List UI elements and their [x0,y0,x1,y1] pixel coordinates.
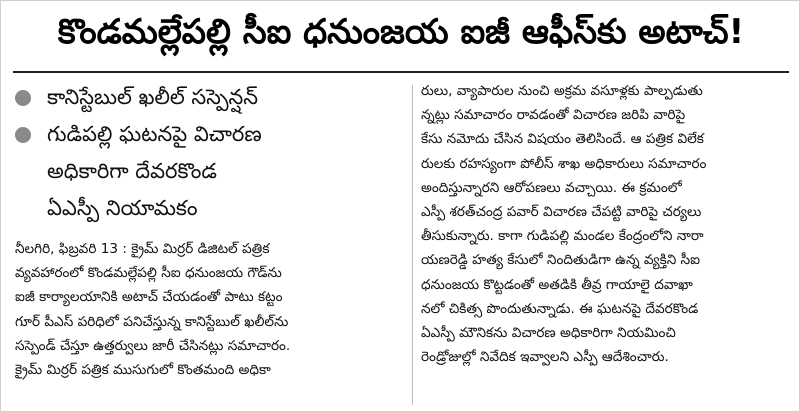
bullet-icon [15,90,31,106]
headline-rule [13,71,789,73]
body-line: నలో చికిత్స పొందుతున్నాడు. ఈ ఘటనపై దేవరకొండ [421,300,699,317]
body-line: ఏఎస్పీ మౌనికను విచారణ అధికారిగా నియమించి [421,325,676,342]
subhead-1 [15,79,405,116]
body-line: కేసు నమోదు చేసిన విషయం తెలిసిందే. ఆ పత్రిక విలేక [421,131,704,148]
subhead-line: ఏఎస్పీ నియామకం [47,196,198,220]
body-line: వ్యవహారంలో కొండమల్లేపల్లి సీఐ ధనుంజయ గౌడ్‌ను [15,265,282,282]
subhead-line: గుడిపల్లి ఘటనపై విచారణ [47,122,262,146]
headline: కొండమల్లేపల్లి సీఐ ధనుంజయ ఐజీ ఆఫీస్‌కు అటాచ్! [57,12,745,52]
body-line: ఐజీ కార్యాలయానికి అటాచ్ చేయడంతో పాటు కట్టం [15,289,283,306]
body-line: ధనుంజయ కొట్టడంతో అతడికి తీవ్ర గాయాలై దవాఖా [421,276,693,293]
body-line: రులకు రహస్యంగా పోలీస్ శాఖ అధికారులు సమాచారం [421,155,707,172]
subhead-line: అధికారిగా దేవరకొండ [47,159,217,183]
body-line: నీలగిరి, ఫిబ్రవరి 13 : క్రైమ్ మిర్రర్ డిజిటల్ పత్రిక [15,241,270,257]
subhead-line: కానిస్టేబుల్ ఖలీల్ సస్పెన్షన్ [47,85,259,109]
article-body-right [421,79,791,369]
body-line: న్నట్లు సమాచారం రావడంతో విచారణ జరిపి వారిపై [421,107,686,124]
body-line: గూర్ పీఎస్ పరిధిలో పనిచేస్తున్న కానిస్టేబుల్ ఖలీల్‌ను [15,313,289,330]
subhead-2 [15,116,405,227]
body-line: యణరెడ్డి హత్య కేసులో నిందితుడిగా ఉన్న వ్యక్తిని సీఐ [421,252,700,269]
body-line: రెండ్రోజుల్లో నివేదిక ఇవ్వాలని ఎస్పీ ఆదేశించారు. [421,349,669,366]
body-line: ఎస్పీ శరత్‌చంద్ర పవార్ విచారణ చేపట్టి వారిపై చర్యలు [421,204,702,221]
body-line: రులు, వ్యాపారుల నుంచి అక్రమ వసూళ్లకు పాల్పడుతు [421,83,703,99]
article-body-left [15,237,407,382]
body-line: తీసుకున్నారు. కాగా గుడిపల్లి మండల కేంద్రంలోని నారా [421,228,704,245]
body-line: అందిస్తున్నారని ఆరోపణలు వచ్చాయి. ఈ క్రమంలో [421,179,682,196]
column-divider [412,85,413,405]
body-line: క్రైమ్ మిర్రర్ పత్రిక ముసుగులో కొంతమంది అధికా [15,362,271,379]
bullet-icon [15,127,31,143]
subheads-section [15,79,405,227]
body-line: సస్పెండ్ చేస్తూ ఉత్తర్వులు జారీ చేసినట్లు సమాచారం. [15,337,291,354]
